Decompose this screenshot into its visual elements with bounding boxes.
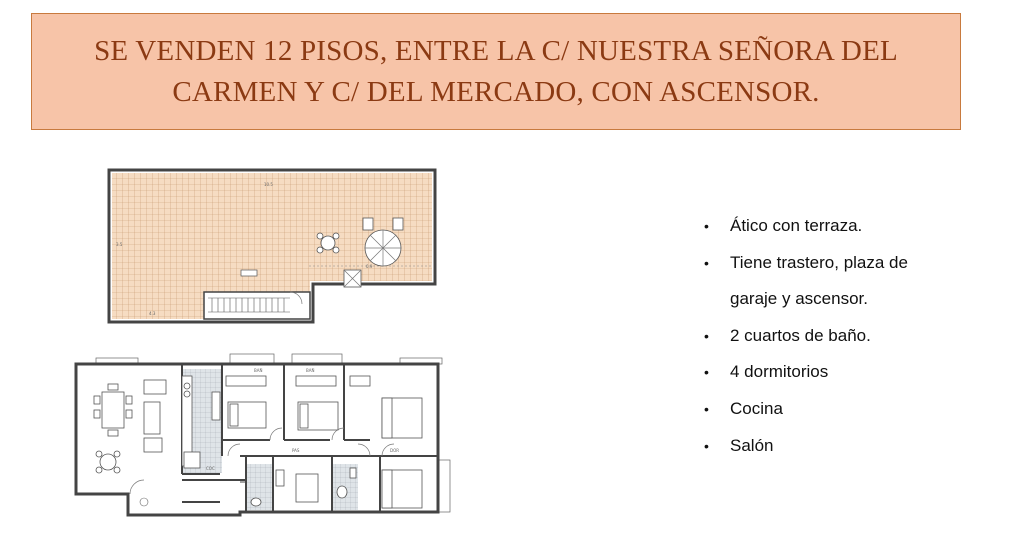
feature-text: 4 dormitorios — [730, 362, 829, 382]
feature-item-bathrooms — [704, 318, 1004, 355]
attic-floor-plan — [104, 166, 444, 336]
feature-item-kitchen — [704, 391, 1004, 428]
title-line-1: SE VENDEN 12 PISOS, ENTRE LA C/ NUESTRA SEÑORA DEL — [94, 34, 898, 67]
bullet-icon: • — [704, 254, 709, 271]
features-list — [704, 208, 1004, 464]
svg-text:0.9: 0.9 — [366, 264, 373, 269]
title-banner — [31, 13, 961, 130]
bullet-icon: • — [704, 218, 709, 234]
feature-text-line-1: Tiene trastero, plaza de — [730, 252, 908, 272]
svg-text:10.5: 10.5 — [264, 182, 273, 187]
feature-item-storage — [704, 245, 1004, 318]
svg-text:BAÑ: BAÑ — [306, 368, 315, 373]
svg-text:3.5: 3.5 — [116, 242, 123, 247]
feature-text: Ático con terraza. — [730, 216, 863, 235]
svg-text:COC: COC — [206, 466, 215, 471]
svg-text:DOR: DOR — [390, 448, 400, 453]
feature-text-line-2: garaje y ascensor. — [730, 289, 868, 309]
svg-text:PAS: PAS — [292, 448, 300, 453]
feature-text: 2 cuartos de baño. — [730, 325, 871, 345]
apartment-floor-plan — [70, 352, 460, 522]
feature-text: Salón — [730, 435, 774, 455]
bullet-icon: • — [704, 400, 709, 417]
bullet-icon: • — [704, 327, 709, 344]
feature-text: Cocina — [730, 398, 783, 418]
feature-item-attic — [704, 208, 1004, 245]
feature-item-living-room — [704, 428, 1004, 465]
feature-item-bedrooms — [704, 354, 1004, 391]
bullet-icon: • — [704, 437, 709, 454]
title-line-2: CARMEN Y C/ DEL MERCADO, CON ASCENSOR. — [172, 75, 820, 108]
svg-text:BAÑ: BAÑ — [254, 368, 263, 373]
svg-text:4.3: 4.3 — [149, 311, 156, 316]
bullet-icon: • — [704, 364, 709, 381]
